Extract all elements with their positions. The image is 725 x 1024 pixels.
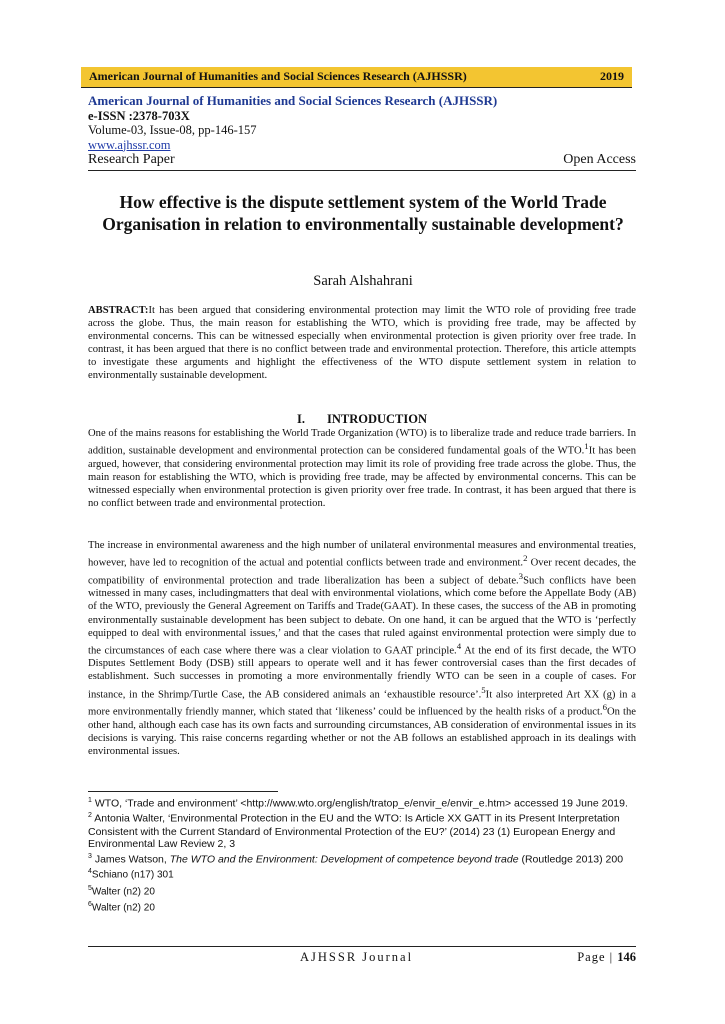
footnote-number: 4 [88,868,92,876]
page-label: Page | [577,950,618,964]
paragraph-1 [88,427,636,510]
footnote-text: Antonia Walter, ‘Environmental Protection in the EU and the WTO: Is Article XX GATT in its Present Interpretation Consistent with the Current Standard of Environmental Protection of the EU?’ (2014) 23 (1) European Energy and Environmental Law Review 2, 3 [88,812,620,851]
section-title: INTRODUCTION [326,412,427,426]
author-name: Sarah Alshahrani [313,273,413,289]
footnote-6 [88,899,636,915]
footnote-text: (Routledge 2013) 200 [518,853,624,866]
footnote-ref[interactable]: 2 [523,553,528,564]
section-heading [88,412,636,427]
paragraph-text: Such conflicts have been witnessed in many cases, includingmatters that deal with environmental violations, which come before the Appellate Body (AB) of the WTO, previously the General Agreement on Tariffs and Trade(GAAT). In these cases, the success of the AB in promoting environmentally sustainable development has been subject to debate. On one hand, it can be argued that the WTO is ‘perfectly equipped to deal with environmental issues,’ and that the cases that ruled against environmental protection were simply due to the circumstances of each case where there was a clear violation to GAAT principle. [88,575,636,657]
footnotes [88,795,636,915]
paragraph-text: One of the mains reasons for establishing the World Trade Organization (WTO) is to liberalize trade and reduce trade barriers. In addition, sustainable development and environmental protection can be considered fundamental goals of the WTO. [88,428,636,457]
journal-name: American Journal of Humanities and Social Sciences Research (AJHSSR) [88,93,498,108]
paper-type: Research Paper [88,152,175,167]
journal-meta [88,94,636,171]
footnote-text: Schiano (n17) 301 [91,869,174,881]
footnote-1 [88,795,636,810]
journal-url-link[interactable]: www.ajhssr.com [88,137,171,152]
footnote-number: 3 [88,853,92,861]
paragraph-text: At the end of its first decade, the WTO Disputes Settlement Body (DSB) still appears to operate well and it has fewer controversial cases than the first decades of establishment. Such successes in promoting a more environmentally friendly WTO can be seen in a couple of cases. For instance, in the Shrimp/Turtle Case, the AB considered animals an ‘exhaustible resource’. [88,645,636,701]
header-journal-title: American Journal of Humanities and Social Sciences Research (AJHSSR) [89,69,467,83]
footnote-number: 5 [88,884,92,892]
header-year: 2019 [600,69,624,83]
footnote-number: 1 [88,797,92,804]
issn: e-ISSN :2378-703X [88,108,190,123]
footnote-text: Walter (n2) 20 [91,885,155,897]
footer-page [577,950,636,965]
footnote-ref[interactable]: 4 [456,640,462,651]
footnote-ref[interactable]: 3 [518,570,524,581]
running-header [81,67,632,88]
footnote-ref[interactable]: 6 [602,702,607,713]
page-number: 146 [617,950,636,964]
abstract-text: It has been argued that considering environmental protection may limit the WTO role of providing free trade across the globe. Thus, the main reason for establishing the WTO, which is providing free trade, may be affected by environmental concerns. This can be witnessed especially when environmental protection is given priority over free trade. In contrast, it has been argued that there is no conflict between trade and environmental protection. Therefore, this article attempts to investigate these arguments and highlight the effectiveness of the WTO dispute settlement system in relation to environmentally sustainable development. [88,305,636,381]
footnote-book-title: The WTO and the Environment: Development of competence beyond trade [169,853,519,866]
paragraph-text: It also interpreted Art XX (g) in a more environmentally friendly manner, which stated that ‘likeness’ could be influenced by the health risks of a product. [88,689,636,718]
footnote-text: James Watson, [91,853,170,866]
paper-title: How effective is the dispute settlement system of the World Trade Organisation in relation to environmentally sustainable development? [102,192,624,234]
section-number: I. [296,412,305,426]
footnote-text: WTO, ‘Trade and environment’ <http://www.wto.org/english/tratop_e/envir_e/envir_e.htm> accessed 19 June 2019. [91,797,628,810]
paragraph-text: The increase in environmental awareness and the high number of unilateral environmental measures and environmental treaties, however, have led to recognition of the actual and potential conflicts between trade and environment. [88,540,636,569]
volume-info: Volume-03, Issue-08, pp-146-157 [88,123,257,137]
footnote-5 [88,883,636,899]
footnote-3 [88,851,636,866]
footnote-text: Walter (n2) 20 [91,902,155,914]
paper-type-row [88,152,636,171]
footnote-ref[interactable]: 1 [584,441,589,452]
paragraph-text: Over recent decades, the compatibility of environmental protection and trade liberalization has been a subject of debate. [88,557,636,587]
page-footer [88,946,636,965]
footer-journal: AJHSSR Journal [300,950,414,964]
footnote-ref[interactable]: 5 [481,684,486,695]
footnote-number: 2 [88,812,92,820]
access-type: Open Access [563,152,636,167]
footnote-2 [88,810,636,851]
footnote-4 [88,866,636,882]
abstract [88,305,636,382]
paragraph-text: On the other hand, although each case has its own facts and surrounding circumstances, AB consideration of environmental issues in its decisions is varying. This raise concerns regarding whether or not the AB follows an established approach in its dealings with environmental issues. [88,706,636,757]
footnote-number: 6 [88,900,92,908]
footnote-divider [88,791,278,792]
abstract-label: ABSTRACT: [88,305,149,316]
paragraph-2 [88,539,636,758]
paragraph-text: It has been argued, however, that considering environmental protection may limit its role of providing free trade across the globe. Thus, the main reason for establishing the WTO, which is providing free trade, may be affected by environmental concerns. This can be witnessed especially when environmental protection is given priority over free trade. In contrast, it has been argued that there is no conflict between trade and environmental protection. [88,445,636,509]
